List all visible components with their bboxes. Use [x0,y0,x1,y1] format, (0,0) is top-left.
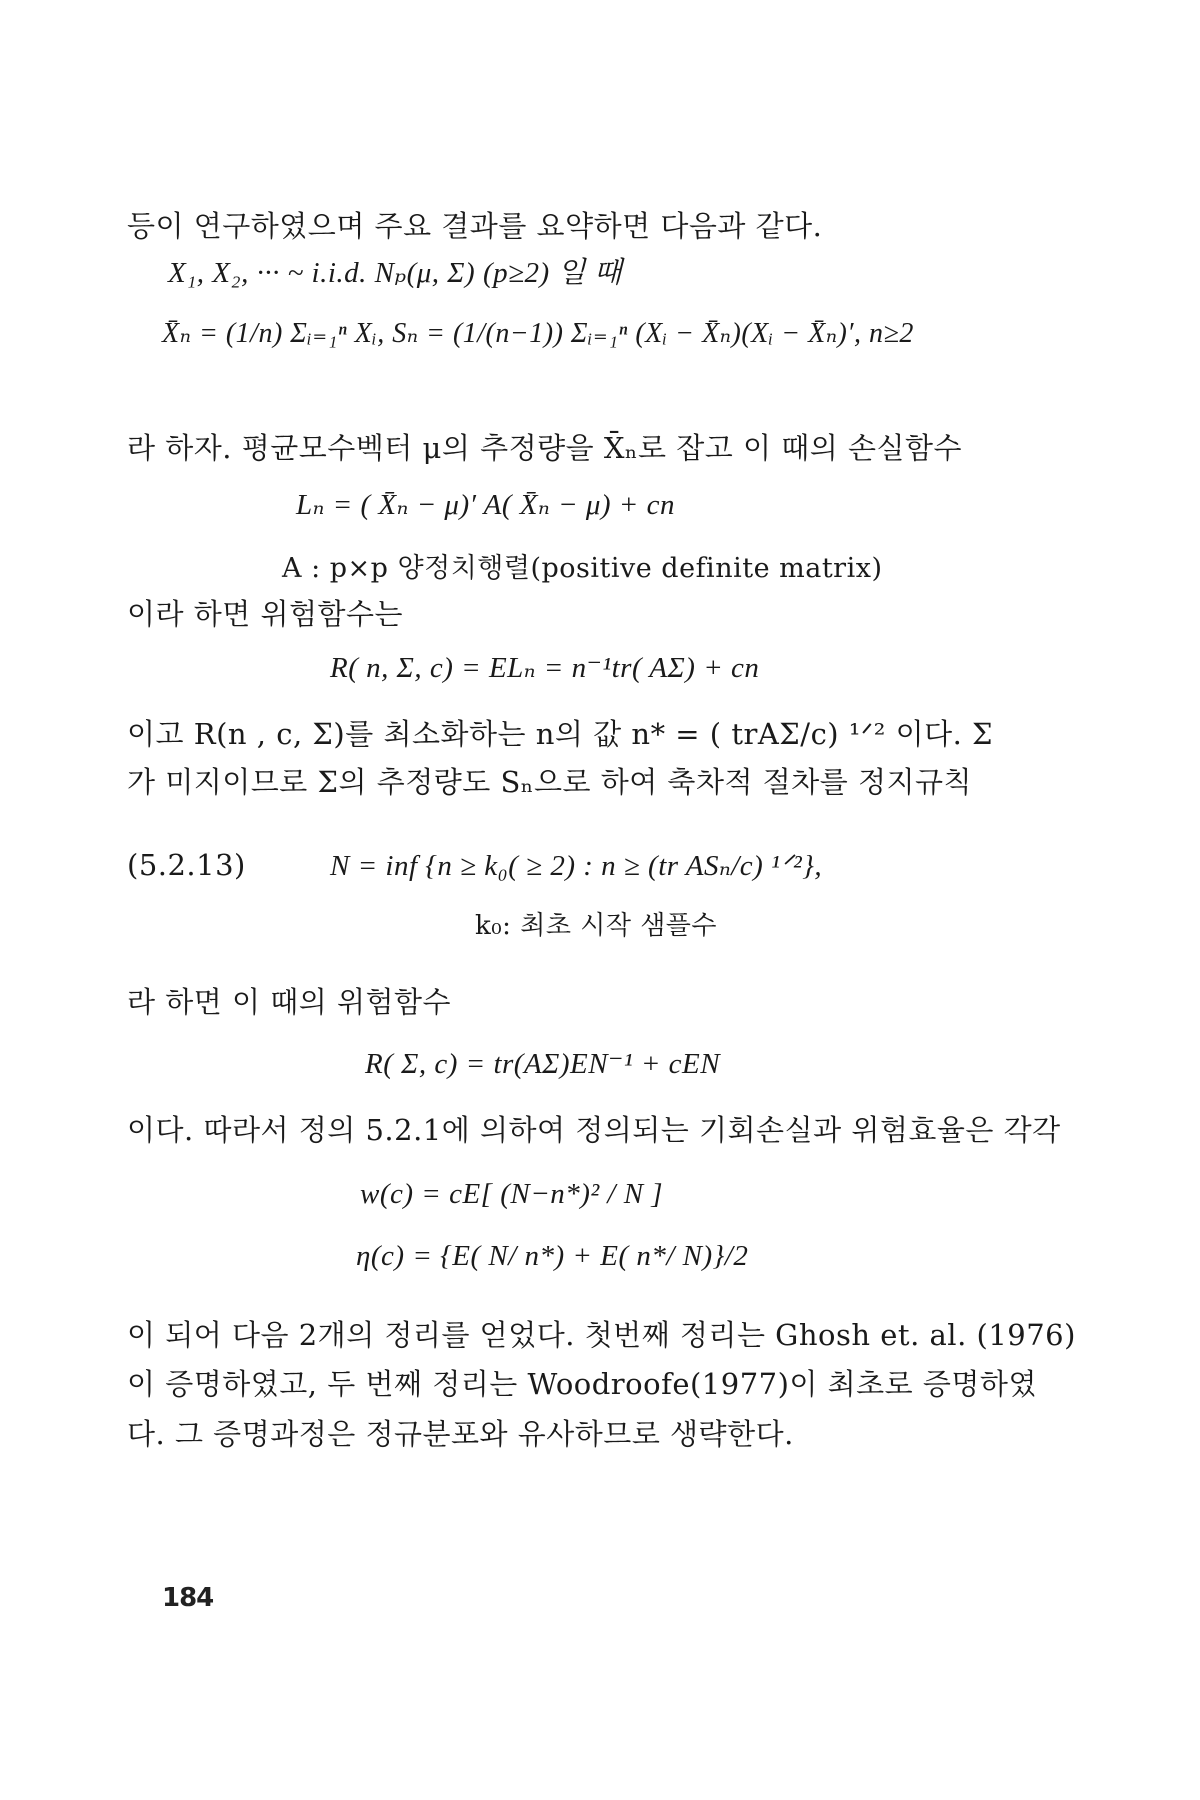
page-number: 184 [162,1583,214,1613]
equation-number: (5.2.13) [127,848,246,882]
text-line-1: 등이 연구하였으며 주요 결과를 요약하면 다음과 같다. [127,209,823,243]
text-line-20: 다. 그 증명과정은 정규분포와 유사하므로 생략한다. [127,1417,794,1451]
text-line-9: 이고 R(n , c, Σ)를 최소화하는 n의 값 n* = ( trAΣ/c) ¹ᐟ² 이다. Σ [127,717,994,751]
formula-stopping-rule: N = inf {n ≥ k₀( ≥ 2) : n ≥ (tr ASₙ/c) ¹ᐟ²}, [330,850,823,882]
text-line-10: 가 미지이므로 Σ의 추정량도 Sₙ으로 하여 축차적 절차를 정지규칙 [127,765,973,799]
formula-mean-covariance: X̄ₙ = (1/n) Σᵢ₌₁ⁿ Xᵢ, Sₙ = (1/(n−1)) Σᵢ₌₁ⁿ (Xᵢ − X̄ₙ)(Xᵢ − X̄ₙ)′, n≥2 [162,318,914,349]
text-k0-def: k₀: 최초 시작 샘플수 [475,911,718,941]
text-line-7: 이라 하면 위험함수는 [127,597,404,631]
formula-regret: w(c) = cE[ (N−n*)² / N ] [360,1178,664,1210]
formula-risk-sequential: R( Σ, c) = tr(AΣ)EN⁻¹ + cEN [365,1048,721,1080]
formula-loss: Lₙ = ( X̄ₙ − μ)′ A( X̄ₙ − μ) + cn [296,489,675,521]
text-line-19: 이 증명하였고, 두 번째 정리는 Woodroofe(1977)이 최초로 증명하였 [127,1367,1037,1401]
formula-iid: X₁, X₂, ··· ~ i.i.d. Nₚ(μ, Σ) (p≥2) 일 때 [168,257,623,289]
text-matrix-def: A : p×p 양정치행렬(positive definite matrix) [282,553,883,584]
text-line-15: 이다. 따라서 정의 5.2.1에 의하여 정의되는 기회손실과 위험효율은 각각 [127,1113,1061,1147]
formula-risk: R( n, Σ, c) = ELₙ = n⁻¹tr( AΣ) + cn [330,652,760,684]
text-line-13: 라 하면 이 때의 위험함수 [127,985,452,1019]
text-line-4: 라 하자. 평균모수벡터 μ의 추정량을 X̄ₙ로 잡고 이 때의 손실함수 [127,431,963,465]
formula-efficiency: η(c) = {E( N/ n*) + E( n*/ N)}/2 [356,1240,749,1272]
text-line-18: 이 되어 다음 2개의 정리를 얻었다. 첫번째 정리는 Ghosh et. al. (1976) [127,1318,1076,1352]
